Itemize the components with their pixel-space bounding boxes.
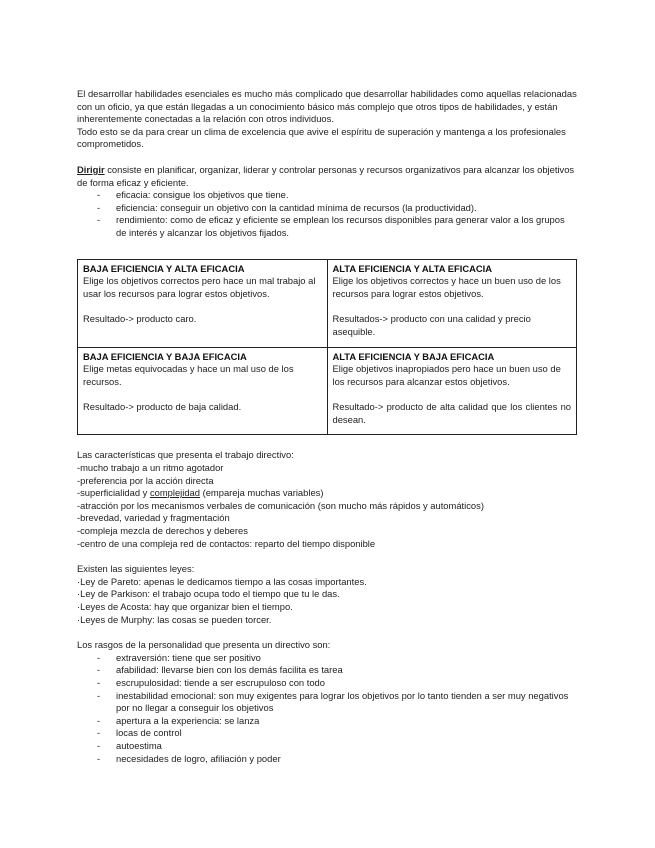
caracteristica-item: -atracción por los mecanismos verbales de comunicación (son mucho más rápidos y automáticos) bbox=[77, 499, 484, 511]
cell-result: Resultado-> producto de baja calidad. bbox=[83, 401, 242, 413]
cell-result: Resultado-> producto de alta calidad que los clientes no desean. bbox=[332, 401, 571, 425]
matrix-cell-top-right bbox=[327, 259, 577, 347]
caracteristica-item: -compleja mezcla de derechos y deberes bbox=[77, 525, 248, 537]
efficiency-efficacy-matrix bbox=[77, 259, 577, 436]
cell-result: Resultados-> producto con una calidad y precio asequible. bbox=[332, 313, 531, 337]
caracteristica-item: -centro de una compleja red de contactos: reparto del tiempo disponible bbox=[77, 537, 376, 549]
cell-body: Elige los objetivos correctos y hace un buen uso de los recursos para lograr estos objetivos. bbox=[332, 275, 561, 299]
caracteristicas-heading: Las características que presenta el trabajo directivo: bbox=[77, 449, 294, 461]
list-item: - autoestima bbox=[97, 739, 162, 751]
rasgos-list bbox=[77, 652, 577, 765]
dirigir-definition-text: consiste en planificar, organizar, liderar y controlar personas y recursos organizativos para alcanzar los objetivos de forma eficaz y eficiente. bbox=[77, 163, 575, 188]
list-item: - inestabilidad emocional: son muy exigentes para lograr los objetivos por lo tanto tienden a ser muy negativos por no llegar a conseguir los objetivos bbox=[97, 689, 569, 714]
list-item: - extraversión: tiene que ser positivo bbox=[97, 651, 261, 663]
list-item: - eficacia: consigue los objetivos que tiene. bbox=[97, 189, 289, 201]
intro-paragraph-2: Todo esto se da para crear un clima de excelencia que avive el espíritu de superación y mantenga a los profesionales comprometidos. bbox=[77, 125, 566, 150]
list-item: - locas de control bbox=[97, 727, 182, 739]
intro-paragraph-1: El desarrollar habilidades esenciales es mucho más complicado que desarrollar habilidades como aquellas relacionadas con un oficio, ya que están llegadas a un conocimiento básico más complejo que otros tipos de habilidades, y están inherentemente conectadas a la relación con otros individuos. bbox=[77, 88, 577, 125]
document-page bbox=[77, 88, 577, 765]
list-item: - escrupulosidad: tiende a ser escrupuloso con todo bbox=[97, 676, 325, 688]
cell-title: ALTA EFICIENCIA Y ALTA EFICACIA bbox=[332, 262, 493, 274]
dirigir-definition bbox=[77, 164, 577, 189]
list-item: - afabilidad: llevarse bien con los demás facilita es tarea bbox=[97, 664, 343, 676]
matrix-cell-top-left bbox=[78, 259, 328, 347]
cell-body: Elige metas equivocadas y hace un mal uso de los recursos. bbox=[83, 363, 294, 387]
matrix-cell-bottom-right bbox=[327, 347, 577, 435]
ley-item: ·Ley de Pareto: apenas le dedicamos tiempo a las cosas importantes. bbox=[77, 575, 367, 587]
ley-item: ·Leyes de Acosta: hay que organizar bien el tiempo. bbox=[77, 601, 293, 612]
caracteristica-item: -mucho trabajo a un ritmo agotador bbox=[77, 462, 224, 474]
ley-item: ·Leyes de Murphy: las cosas se pueden torcer. bbox=[77, 613, 272, 625]
cell-result: Resultado-> producto caro. bbox=[83, 313, 197, 325]
list-item: - rendimiento: como de eficaz y eficiente se emplean los recursos disponibles para generar valor a los grupos de interés y alcanzar los objetivos fijados. bbox=[97, 214, 565, 238]
cell-title: BAJA EFICIENCIA Y BAJA EFICACIA bbox=[83, 350, 247, 362]
cell-body: Elige objetivos inapropiados pero hace un buen uso de los recursos para alcanzar estos objetivos. bbox=[332, 363, 561, 387]
dirigir-term: Dirigir bbox=[77, 163, 105, 175]
dirigir-list bbox=[77, 189, 577, 239]
leyes-heading: Existen las siguientes leyes: bbox=[77, 563, 195, 575]
cell-title: BAJA EFICIENCIA Y ALTA EFICACIA bbox=[83, 262, 245, 274]
rasgos-heading: Los rasgos de la personalidad que presenta un directivo son: bbox=[77, 639, 331, 651]
caracteristica-item: -preferencia por la acción directa bbox=[77, 474, 214, 486]
list-item: - eficiencia: conseguir un objetivo con la cantidad mínima de recursos (la productividad). bbox=[97, 201, 477, 213]
ley-item: ·Ley de Parkison: el trabajo ocupa todo el tiempo que tu le das. bbox=[77, 588, 340, 600]
matrix-cell-bottom-left bbox=[78, 347, 328, 435]
cell-body: Elige los objetivos correctos pero hace un mal trabajo al usar los recursos para lograr estos objetivos. bbox=[83, 275, 316, 299]
complejidad-underlined: complejidad bbox=[149, 487, 200, 499]
cell-title: ALTA EFICIENCIA Y BAJA EFICACIA bbox=[332, 350, 495, 362]
list-item: - necesidades de logro, afiliación y poder bbox=[97, 752, 281, 764]
caracteristica-item: -brevedad, variedad y fragmentación bbox=[77, 512, 230, 524]
caracteristica-item: -superficialidad y complejidad (empareja muchas variables) bbox=[77, 487, 324, 499]
list-item: - apertura a la experiencia: se lanza bbox=[97, 714, 260, 726]
